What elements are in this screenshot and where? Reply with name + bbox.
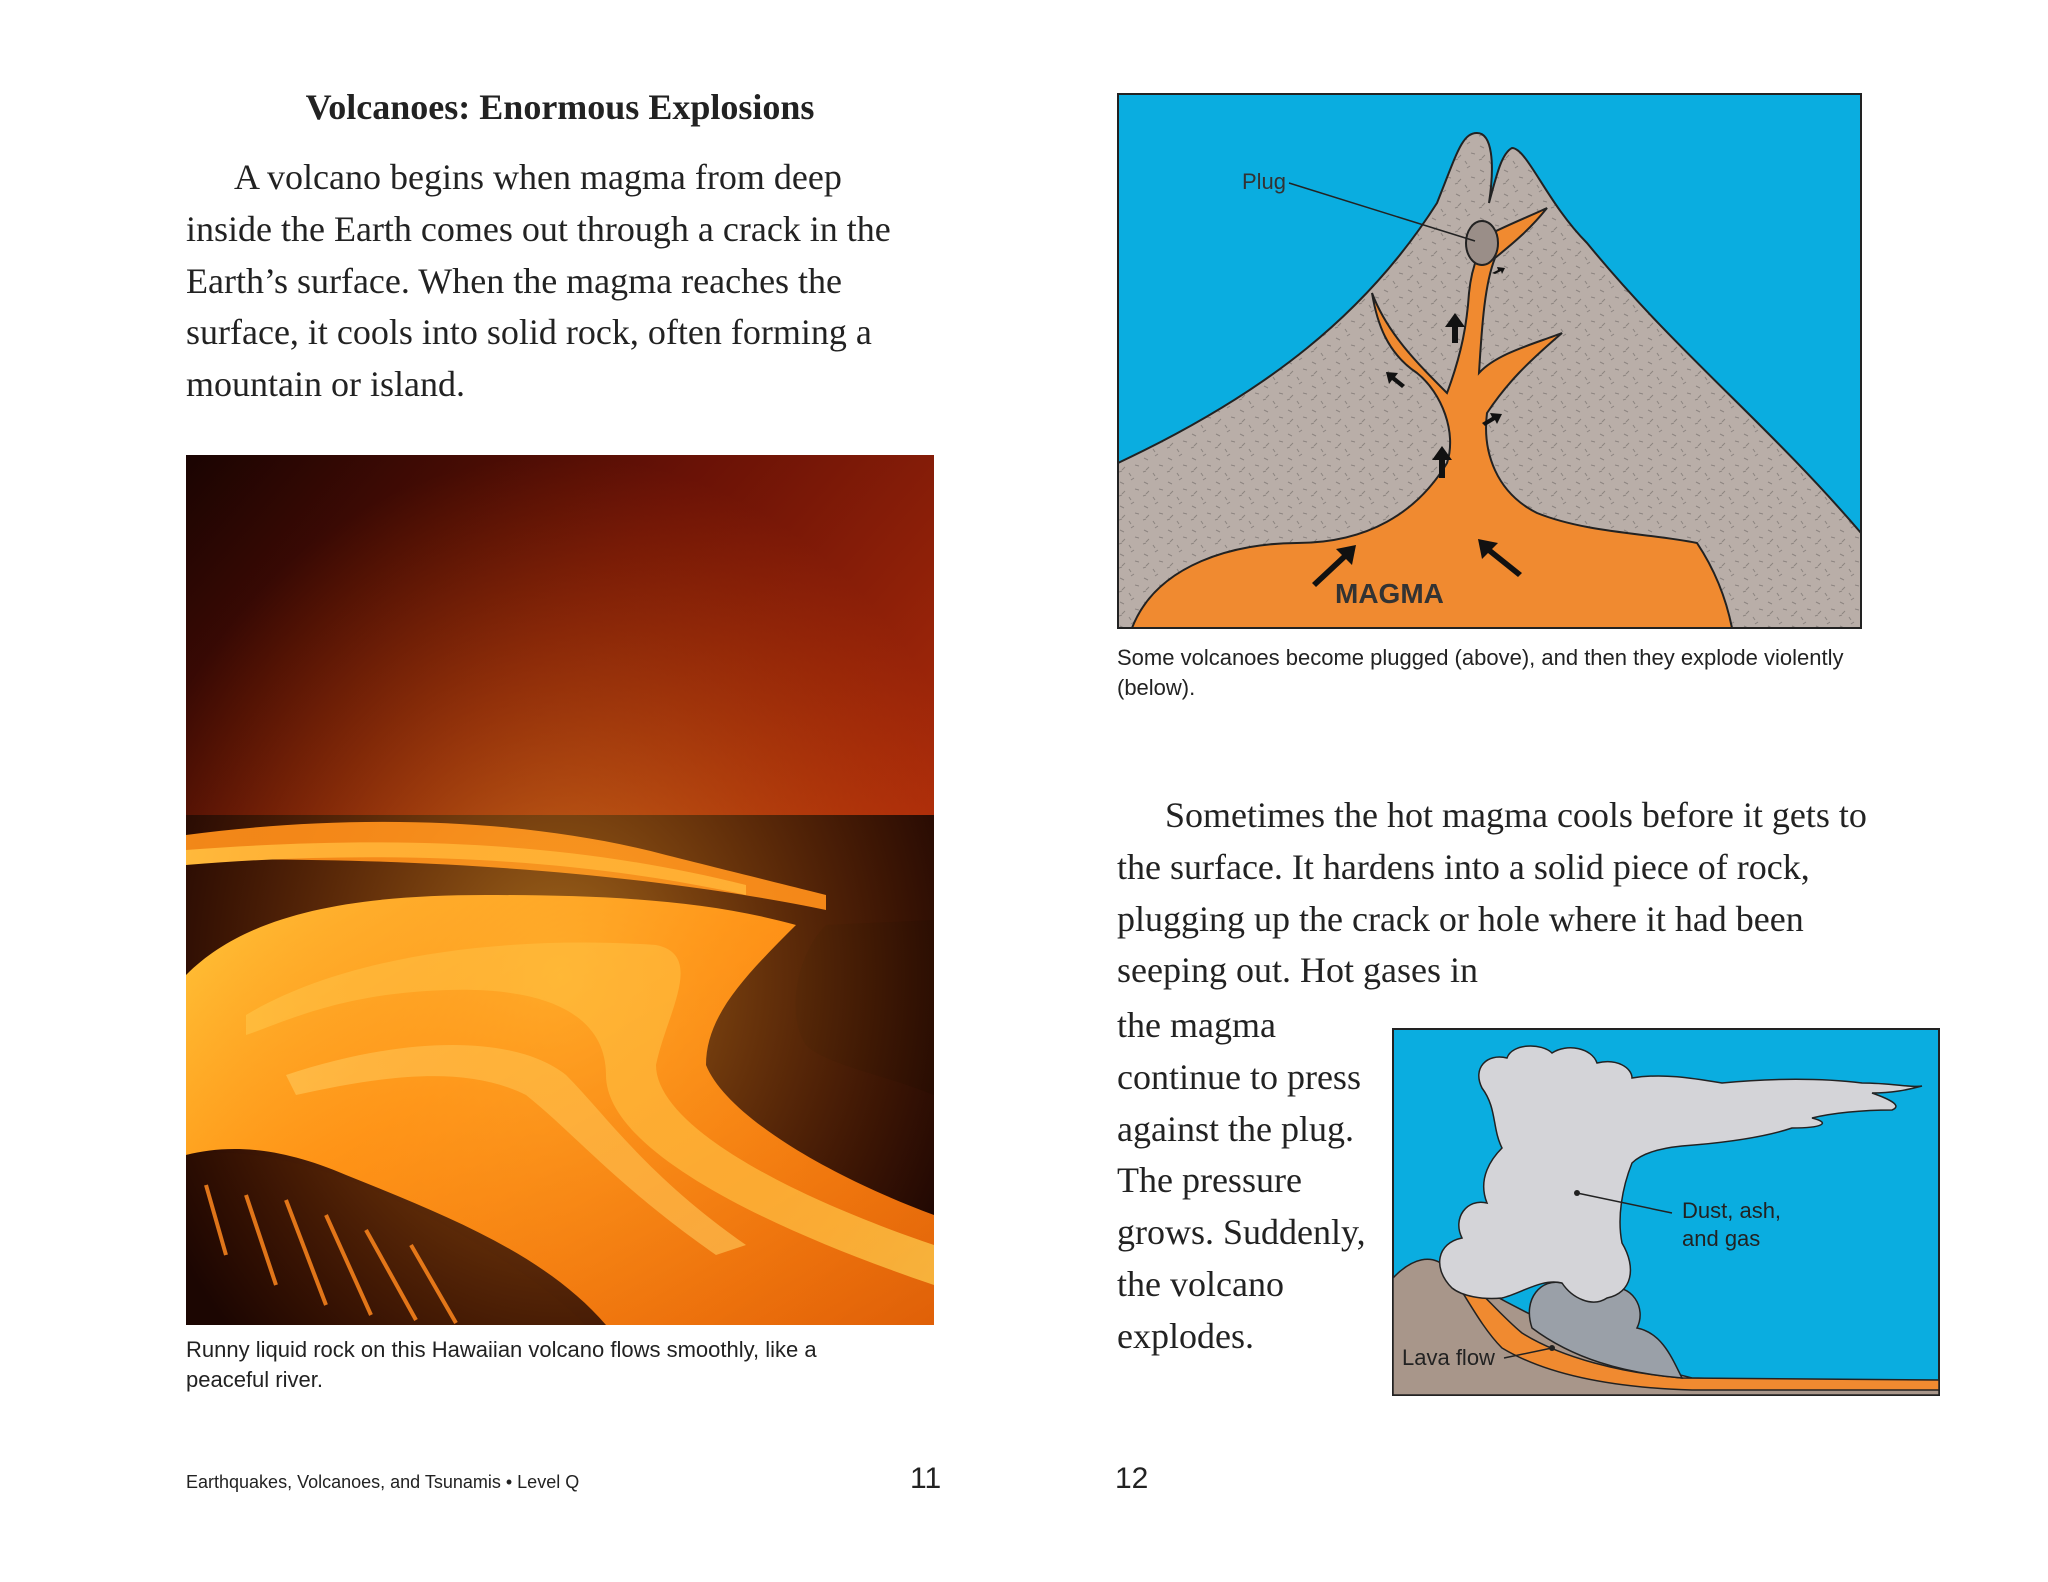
book-footer: Earthquakes, Volcanoes, and Tsunamis • Level Q [186,1472,580,1492]
plug-paragraph [1117,790,1877,997]
intro-paragraph [186,152,926,411]
plugged-volcano-diagram [1117,93,1862,629]
page-title: Volcanoes: Enormous Explosions [305,87,815,127]
page-number-right: 12 [1115,1462,1149,1495]
eruption-diagram [1392,1028,1940,1396]
photo-caption: Runny liquid rock on this Hawaiian volcano flows smoothly, like a peaceful river. [186,1337,817,1392]
magma-label: MAGMA [1335,578,1444,609]
plug-paragraph-continued: the magma continue to press against the plug. The pressure grows. Suddenly, the volcano explodes. [1117,1005,1366,1356]
diagram-caption: Some volcanoes become plugged (above), and then they explode violently (below). [1117,645,1844,700]
dust-label-line2: and gas [1682,1226,1761,1251]
lava-flow-label: Lava flow [1402,1345,1495,1370]
plug-label: Plug [1242,169,1287,194]
page-number-left: 11 [910,1462,942,1495]
plug-rock [1466,221,1498,265]
dust-label-line1: Dust, ash, [1682,1198,1782,1223]
lava-flow-photo [186,455,934,1325]
intro-paragraph-text: A volcano begins when magma from deep inside the Earth comes out through a crack in the Earth’s surface. When the magma reaches the surface, it cools into solid rock, often forming a mountain or island. [186,157,891,405]
plug-paragraph-text: Sometimes the hot magma cools before it gets to the surface. It hardens into a solid piece of rock, plugging up the crack or hole where it had been seeping out. Hot gases in [1117,795,1867,991]
